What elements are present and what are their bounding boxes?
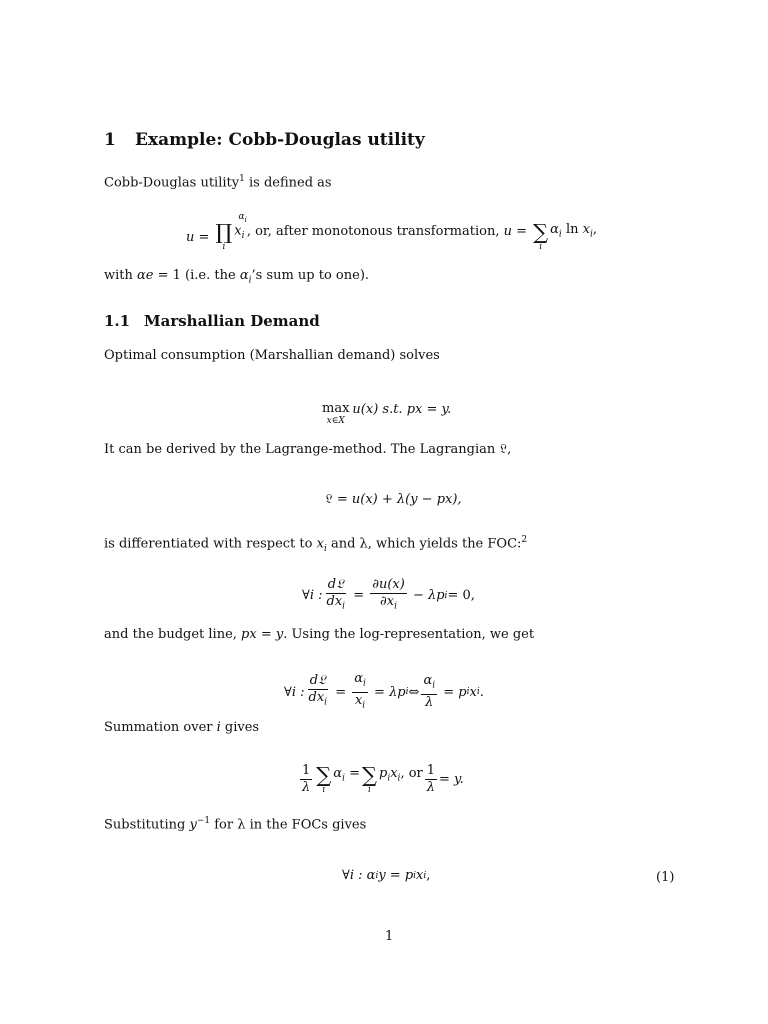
eq5-den3: λ (425, 694, 434, 710)
eq5-den1: dx (308, 690, 325, 706)
eq5-num1: d𝔏 (309, 673, 326, 689)
section-heading (104, 130, 425, 150)
eq1-base-sub: i (241, 230, 245, 241)
eq4-den2-sub: i (394, 601, 397, 612)
p5-pre: is differentiated with respect to (104, 536, 317, 552)
paragraph-lagrange (104, 442, 511, 457)
equation-utility: u = ∏ i $x_i^{\alpha_i}$ , or, after monotonous transformation, u = ∑ i $\alpha_i$ $\ln x_i$, (186, 211, 597, 252)
p8-pre: Substituting (104, 817, 190, 833)
product-operator (216, 222, 233, 252)
eq5-mid-sub: i (405, 687, 409, 698)
eq4-tail2: = 0, (447, 588, 475, 604)
p8-post: for λ in the FOCs gives (210, 817, 367, 833)
eq6-x-sub: i (397, 773, 401, 784)
p4-pre: It can be derived by the Lagrange-method. The Lagrangian (104, 442, 500, 457)
eq5-den1-sub: i (324, 697, 328, 708)
p8-exp: −1 (196, 816, 211, 826)
eq6-end: = y. (439, 772, 464, 787)
eq6-sum1-index: i (322, 784, 326, 795)
max-symbol: max (322, 401, 350, 416)
eq6-num2: 1 (426, 763, 436, 778)
eq4-den1-sub: i (342, 601, 346, 612)
paragraph-intro (104, 174, 332, 190)
eq5-tail: = p (443, 684, 467, 700)
eq7-forall: ∀i : α (342, 868, 376, 883)
eq1-base: x (234, 222, 242, 238)
paragraph-differentiate (104, 535, 527, 554)
p7-pre: Summation over (104, 720, 217, 735)
eq7-p-sub: i (413, 870, 417, 881)
eq5-frac2 (352, 672, 368, 712)
eq6-num1: 1 (302, 763, 311, 778)
intro-rest: is defined as (244, 175, 332, 191)
p3-text: Optimal consumption (Marshallian demand) solves (104, 348, 440, 363)
eq3-rhs: = u(x) + λ(y − px), (336, 492, 462, 507)
eq5-den2: x (354, 692, 363, 708)
equation-final (342, 868, 430, 883)
paragraph-budget (104, 627, 534, 642)
eq1-lhs: u (186, 229, 195, 245)
p7-var: i (216, 720, 221, 735)
equation-log-foc: ∀i : $\frac{\text{d𝔏}}{dx_i}$ = $\frac{\alpha_i}{x_i}$ = λp i ⇔ $\frac{\alpha_i}{\lambda}$ = p i x i . (284, 671, 484, 711)
p2-post: = 1 (i.e. the (153, 268, 240, 283)
eq5-num3: α (423, 673, 433, 689)
eq7-y: y = p (378, 868, 414, 883)
eq6-sum2-index: i (368, 784, 371, 795)
eq4-num1: d𝔏 (327, 577, 344, 592)
eq5-num2-sub: i (363, 678, 366, 689)
eq5-den2-sub: i (362, 700, 366, 711)
equation-number: (1) (656, 870, 675, 885)
eq5-frac1 (307, 674, 330, 710)
eq5-num2: α (354, 671, 364, 686)
eq1-power-sub: i (244, 215, 247, 224)
eq6-or: , or (400, 765, 423, 781)
eq4-tail: − λp (412, 588, 445, 604)
eq6-sum2-symbol: ∑ (361, 762, 377, 787)
intro-text: Cobb-Douglas utility (104, 175, 240, 191)
p4-lagrangian-symbol: 𝔏 (499, 442, 508, 457)
sum-symbol: ∑ (533, 220, 549, 244)
p4-post: , (507, 442, 512, 457)
eq1-x-sub: i (589, 229, 593, 240)
p8-y: y (189, 817, 197, 833)
eq5-tail-sub: i (466, 687, 470, 698)
eq6-alpha-sub: i (342, 773, 345, 784)
product-index: i (222, 242, 226, 252)
eq5-tail2-sub: i (476, 687, 480, 698)
equation-summation (298, 764, 464, 795)
p7-post: gives (220, 720, 260, 735)
eq1-ln: ln (565, 222, 579, 238)
eq1-power: α (238, 211, 245, 222)
p2-alpha: α (239, 268, 249, 283)
eq1-lhs2: u (503, 223, 512, 239)
p6-post: . Using the log-representation, we get (283, 627, 535, 642)
p2-end: ’s sum up to one). (251, 268, 370, 283)
sum-operator (533, 222, 548, 252)
paragraph-optimal (104, 348, 440, 363)
footnote-mark-1: 1 (239, 174, 245, 184)
eq4-num2: ∂u(x) (372, 577, 405, 592)
equation-lagrangian (325, 492, 462, 507)
eq2-body: u(x) s.t. px = y. (352, 401, 452, 417)
eq5-end: . (479, 684, 484, 700)
p6-expr: px = y (241, 627, 284, 642)
eq1-alpha-sub: i (558, 229, 562, 240)
max-limit: x∈X (326, 416, 345, 426)
eq6-alpha: α (333, 765, 343, 781)
eq6-frac1 (300, 764, 312, 795)
eq5-num3-sub: i (432, 680, 436, 691)
eq6-den1: λ (302, 780, 311, 795)
page-number: 1 (385, 929, 394, 944)
paragraph-constraint (104, 268, 369, 286)
eq6-x: x (390, 765, 398, 781)
eq6-p: p (378, 765, 388, 781)
eq4-frac2 (370, 578, 407, 614)
eq4-den2: ∂x (380, 594, 395, 609)
footnote-mark-2: 2 (521, 535, 528, 545)
eq4-frac1 (325, 578, 348, 614)
section-number: 1 (104, 130, 116, 150)
eq7-end: , (426, 868, 431, 883)
eq6-sum1-symbol: ∑ (316, 762, 332, 787)
p5-x: x (316, 536, 324, 552)
eq5-tail2: x (469, 684, 477, 700)
eq6-p-sub: i (387, 773, 391, 784)
equation-foc: ∀i : $\frac{\text{d𝔏}}{dx_i}$ = $\frac{\partial u(x)}{\partial x_i}$ − λp i = 0, (302, 577, 475, 612)
section-title: Example: Cobb-Douglas utility (135, 130, 425, 150)
eq4-forall: ∀i : (302, 588, 323, 604)
eq6-frac2 (425, 764, 437, 795)
eq5-iff: ⇔ (408, 684, 420, 700)
eq6-eq: = (344, 765, 360, 781)
product-symbol: ∏ (215, 220, 233, 244)
paragraph-summation (104, 720, 259, 735)
eq3-lhs: 𝔏 (325, 492, 333, 507)
eq5-mid: = λp (374, 684, 406, 700)
eq4-den1: dx (326, 594, 343, 609)
p5-x-sub: i (323, 543, 327, 554)
eq5-forall: ∀i : (284, 684, 305, 700)
eq4-tail-sub: i (444, 590, 448, 601)
p2-alpha-sub: i (248, 275, 252, 286)
p6-pre: and the budget line, (104, 627, 242, 642)
eq1-middle-text: , or, after monotonous transformation, (246, 223, 500, 239)
max-operator (322, 402, 349, 426)
subsection-title: Marshallian Demand (144, 312, 320, 330)
p5-mid: and λ, which yields the FOC: (326, 536, 522, 552)
equation-max-problem (322, 402, 451, 426)
eq1-x: x (582, 222, 590, 238)
p2-expr: αe (137, 268, 154, 283)
eq1-alpha: α (550, 222, 559, 238)
p2-pre: with (104, 268, 138, 283)
subsection-number: 1.1 (104, 312, 131, 330)
eq6-sum2 (361, 762, 377, 795)
eq6-den2: λ (426, 780, 436, 795)
eq7-x-sub: i (423, 870, 427, 881)
eq7-x: x (416, 868, 424, 883)
eq7-alpha-sub: i (375, 870, 379, 881)
eq5-frac3 (421, 674, 437, 710)
sum-index: i (539, 242, 543, 252)
eq6-sum1 (316, 762, 332, 795)
paragraph-substitute (104, 816, 366, 832)
subsection-heading (104, 312, 320, 330)
